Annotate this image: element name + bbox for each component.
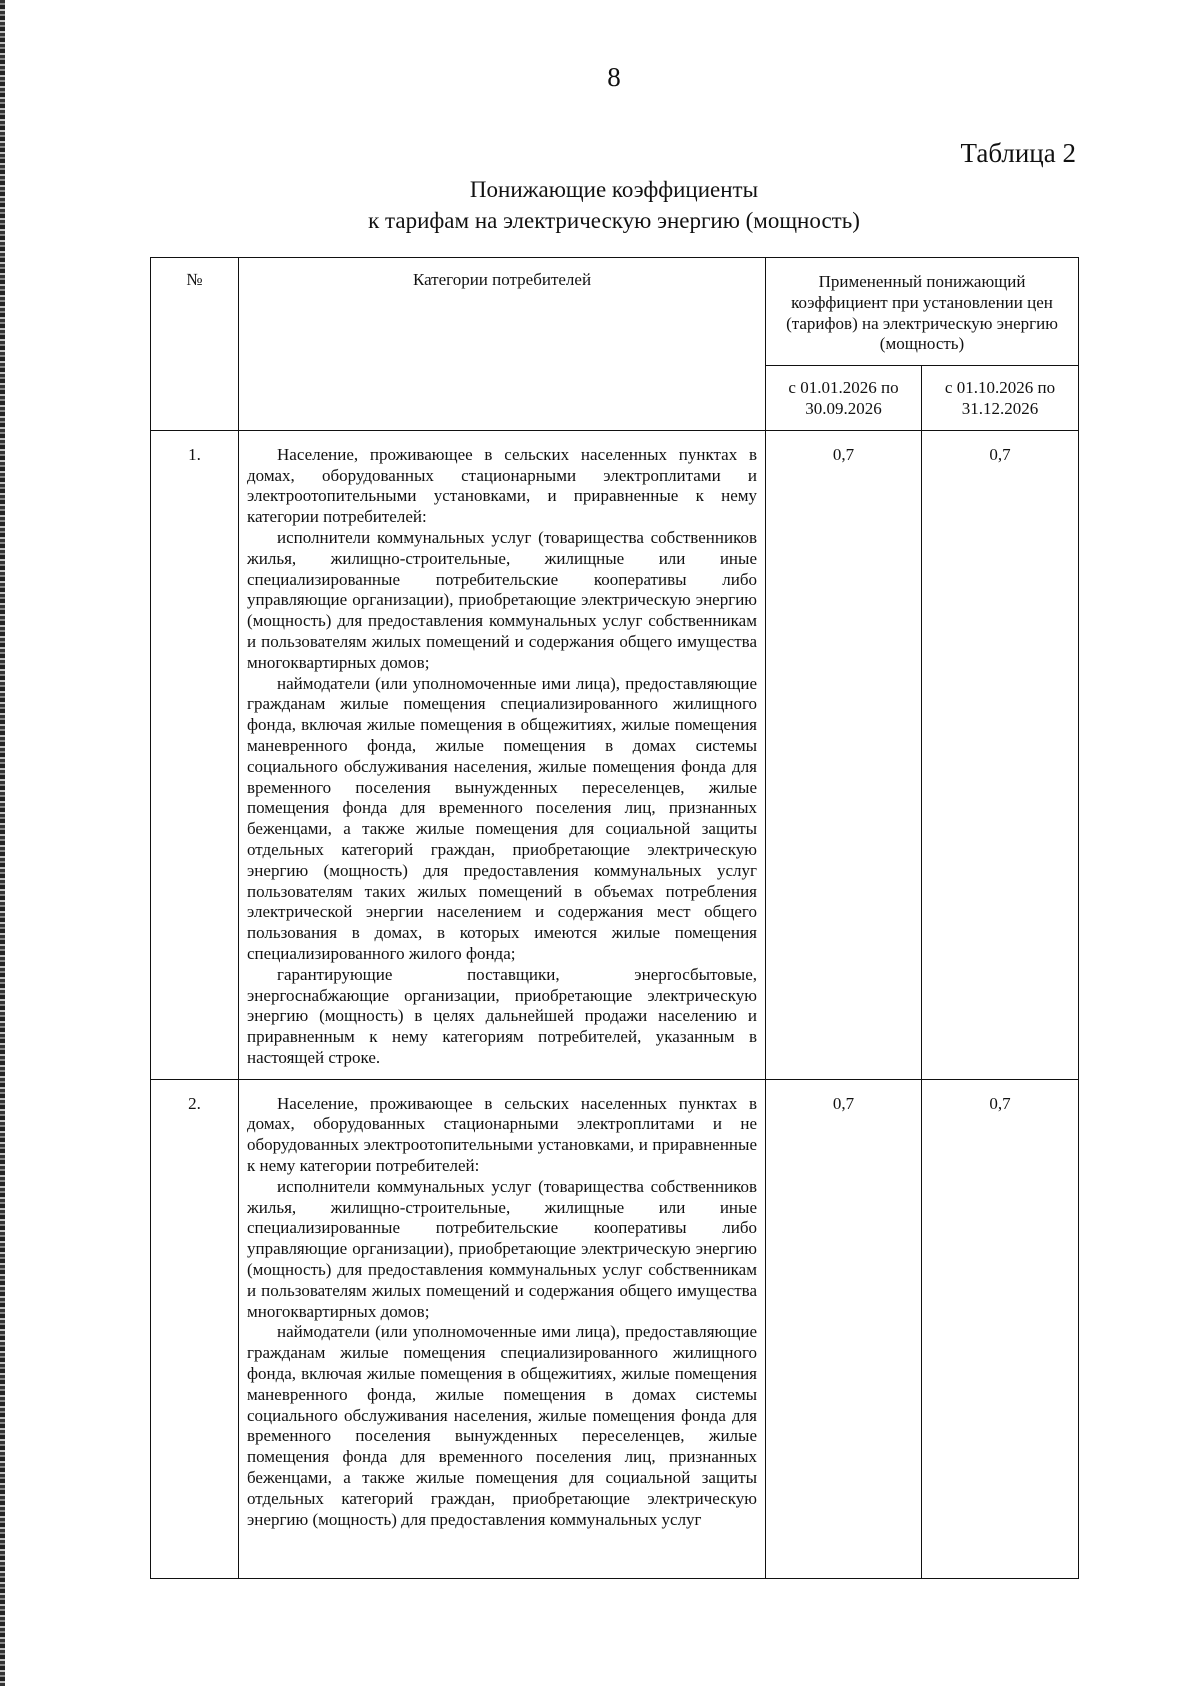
page-number: 8 <box>607 62 621 92</box>
row-value-period-1: 0,7 <box>766 1079 922 1578</box>
row-paragraph: исполнители коммунальных услуг (товарищества собственников жилья, жилищно-строительные, жилищные или иные специализированные потребительские кооперативы либо управляющие организации), приобретающие электрическую энергию (мощность) для предоставления коммунальных услуг собственникам и пользователям жилых помещений и содержания общего имущества многоквартирных домов; <box>247 527 757 672</box>
row-paragraph: исполнители коммунальных услуг (товарищества собственников жилья, жилищно-строительные, жилищные или иные специализированные потребительские кооперативы либо управляющие организации), приобретающие электрическую энергию (мощность) для предоставления коммунальных услуг собственникам и пользователям жилых помещений и содержания общего имущества многоквартирных домов; <box>247 1176 757 1321</box>
header-row <box>151 258 1079 366</box>
header-coefficient: Примененный понижающий коэффициент при установлении цен (тарифов) на электрическую энергию (мощность) <box>766 258 1079 366</box>
row-value-period-2: 0,7 <box>922 430 1079 1079</box>
row-value-period-1: 0,7 <box>766 430 922 1079</box>
header-period-1: с 01.01.2026 по 30.09.2026 <box>766 366 922 431</box>
row-category-text <box>239 1079 766 1578</box>
table-row <box>151 1079 1079 1578</box>
table-title <box>0 174 1200 236</box>
row-category-text <box>239 430 766 1079</box>
row-paragraph: наймодатели (или уполномоченные ими лица), предоставляющие гражданам жилые помещения специализированного жилищного фонда, включая жилые помещения в общежитиях, жилые помещения маневренного фонда, жилые помещения в домах системы социального обслуживания населения, жилые помещения фонда для временного поселения вынужденных переселенцев, жилые помещения фонда для временного поселения лиц, признанных беженцами, а также жилые помещения для социальной защиты отдельных категорий граждан, приобретающие электрическую энергию (мощность) для предоставления коммунальных услуг пользователям таких жилых помещений в объемах потребления электрической энергии населением и содержания мест общего пользования в домах, в которых имеются жилые помещения специализированного жилого фонда; <box>247 673 757 963</box>
header-number: № <box>151 258 239 431</box>
row-paragraph: наймодатели (или уполномоченные ими лица), предоставляющие гражданам жилые помещения специализированного жилищного фонда, включая жилые помещения в общежитиях, жилые помещения маневренного фонда, жилые помещения в домах системы социального обслуживания населения, жилые помещения фонда для временного поселения вынужденных переселенцев, жилые помещения фонда для временного поселения лиц, признанных беженцами, а также жилые помещения для социальной защиты отдельных категорий граждан, приобретающие электрическую энергию (мощность) для предоставления коммунальных услуг <box>247 1322 757 1529</box>
table-label: Таблица 2 <box>960 138 1076 168</box>
coefficients-table <box>150 257 1079 1579</box>
row-value-period-2: 0,7 <box>922 1079 1079 1578</box>
row-number: 2. <box>151 1079 239 1578</box>
table-row <box>151 430 1079 1079</box>
row-paragraph: гарантирующие поставщики, энергосбытовые, энергоснабжающие организации, приобретающие электрическую энергию (мощность) в целях дальнейшей продажи населению и приравненным к нему категориям потребителей, указанным в настоящей строке. <box>247 964 757 1067</box>
row-paragraph: Население, проживающее в сельских населенных пунктах в домах, оборудованных стационарными электроплитами и электроотопительными установками, и приравненные к нему категории потребителей: <box>247 444 757 527</box>
row-number: 1. <box>151 430 239 1079</box>
table-title-line-2: к тарифам на электрическую энергию (мощность) <box>368 208 860 233</box>
header-period-2: с 01.10.2026 по 31.12.2026 <box>922 366 1079 431</box>
row-paragraph: Население, проживающее в сельских населенных пунктах в домах, оборудованных стационарными электроплитами и не оборудованных электроотопительными установками, и приравненные к нему категории потребителей: <box>247 1093 757 1176</box>
table-title-line-1: Понижающие коэффициенты <box>469 177 759 202</box>
header-category: Категории потребителей <box>239 258 766 431</box>
scan-edge <box>0 0 5 1686</box>
